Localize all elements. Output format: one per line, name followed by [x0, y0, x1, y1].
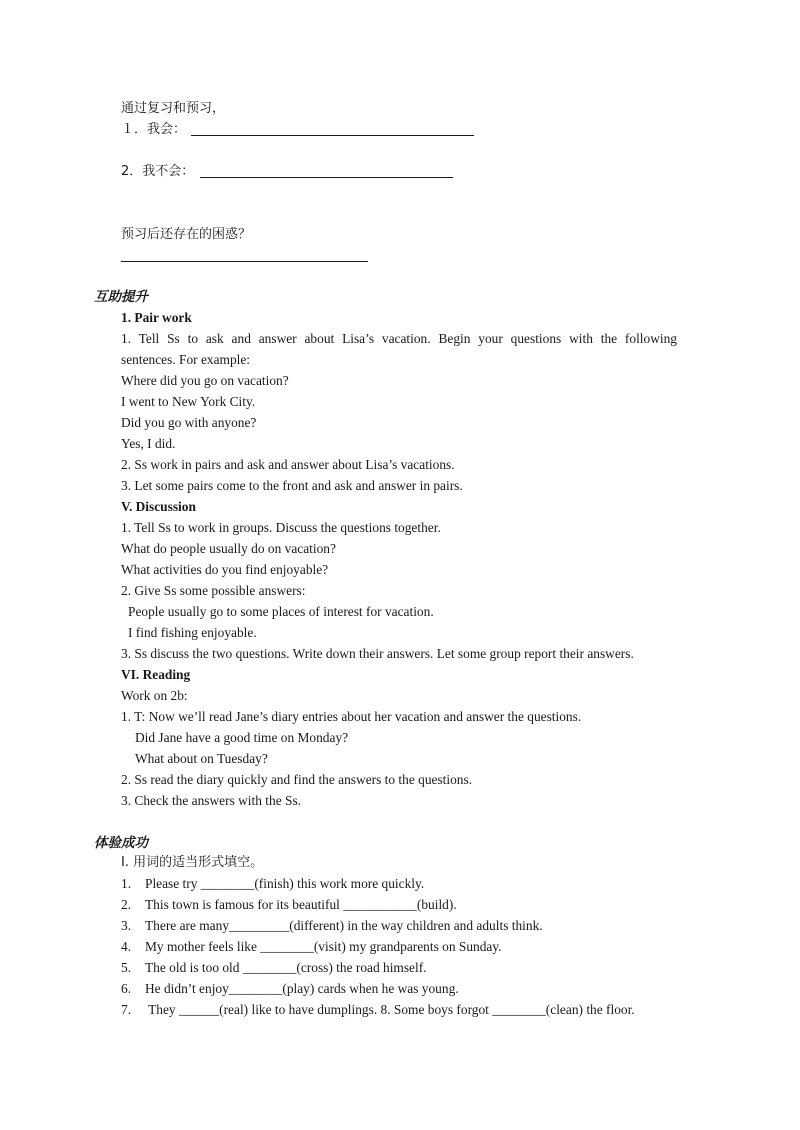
pair-work-title: 1. Pair work [121, 310, 192, 325]
reading-line: 2. Ss read the diary quickly and find the answers to the questions. [121, 772, 473, 787]
discussion-line: 3. Ss discuss the two questions. Write down their answers. Let some group report their answers. [121, 646, 634, 661]
mutual-help-heading: 互助提升 [94, 289, 148, 305]
reading-line: What about on Tuesday? [135, 751, 268, 766]
reading-line: 1. T: Now we’ll read Jane’s diary entries about her vacation and answer the questions. [121, 709, 582, 724]
confusion-question: 预习后还存在的困惑？ [121, 227, 252, 242]
exercise-item [121, 896, 457, 914]
discussion-line: I find fishing enjoyable. [128, 625, 257, 640]
item-text: This town is famous for its beautiful ___________(build). [145, 897, 457, 912]
exercise-item [121, 1001, 635, 1019]
confusion-answer-blank [121, 261, 368, 262]
item-text: He didn’t enjoy________(play) cards when he was young. [145, 981, 459, 996]
item-number: 5. [121, 960, 132, 975]
pair-line: sentences. For example: [121, 352, 251, 367]
item-text: They ______(real) like to have dumplings. 8. Some boys forgot ________(clean) the floor. [145, 1002, 635, 1017]
preview-intro: 通过复习和预习， [121, 101, 226, 116]
exercise-instruction: I. 用词的适当形式填空。 [121, 855, 264, 870]
pair-line: 3. Let some pairs come to the front and ask and answer in pairs. [121, 478, 463, 493]
pair-line: Did you go with anyone? [121, 415, 257, 430]
pair-line: Yes, I did. [121, 436, 176, 451]
discussion-title: V. Discussion [121, 499, 196, 514]
pair-line: Where did you go on vacation? [121, 373, 289, 388]
reading-line: 3. Check the answers with the Ss. [121, 793, 302, 808]
item-text: The old is too old ________(cross) the road himself. [145, 960, 427, 975]
exercise-item [121, 980, 459, 998]
item-number: 7. [121, 1002, 132, 1017]
item-text: Please try ________(finish) this work more quickly. [145, 876, 425, 891]
item-number: 1. [121, 876, 132, 891]
discussion-line: What activities do you find enjoyable? [121, 562, 329, 577]
success-heading: 体验成功 [94, 835, 148, 851]
item-text: There are many_________(different) in the way children and adults think. [145, 918, 543, 933]
can-label: １．我会： [121, 122, 187, 137]
item-text: My mother feels like ________(visit) my grandparents on Sunday. [145, 939, 502, 954]
item-number: 6. [121, 981, 132, 996]
pair-line: I went to New York City. [121, 394, 256, 409]
reading-line: Work on 2b: [121, 688, 188, 703]
item-number: 3. [121, 918, 132, 933]
pair-line: 1. Tell Ss to ask and answer about Lisa’s vacation. Begin your questions with the following [121, 331, 677, 346]
exercise-item [121, 875, 424, 893]
discussion-line: 1. Tell Ss to work in groups. Discuss the questions together. [121, 520, 441, 535]
item-number: 2. [121, 897, 132, 912]
discussion-line: 2. Give Ss some possible answers: [121, 583, 306, 598]
pair-line: 2. Ss work in pairs and ask and answer about Lisa’s vacations. [121, 457, 455, 472]
exercise-item [121, 917, 543, 935]
exercise-item [121, 959, 427, 977]
reading-line: Did Jane have a good time on Monday? [135, 730, 349, 745]
discussion-line: People usually go to some places of interest for vacation. [128, 604, 434, 619]
reading-title: VI. Reading [121, 667, 191, 682]
exercise-item [121, 938, 502, 956]
discussion-line: What do people usually do on vacation? [121, 541, 336, 556]
cannot-answer-blank [200, 177, 453, 178]
cannot-label: 2．我不会： [121, 164, 195, 179]
item-number: 4. [121, 939, 132, 954]
can-answer-blank [191, 135, 474, 136]
